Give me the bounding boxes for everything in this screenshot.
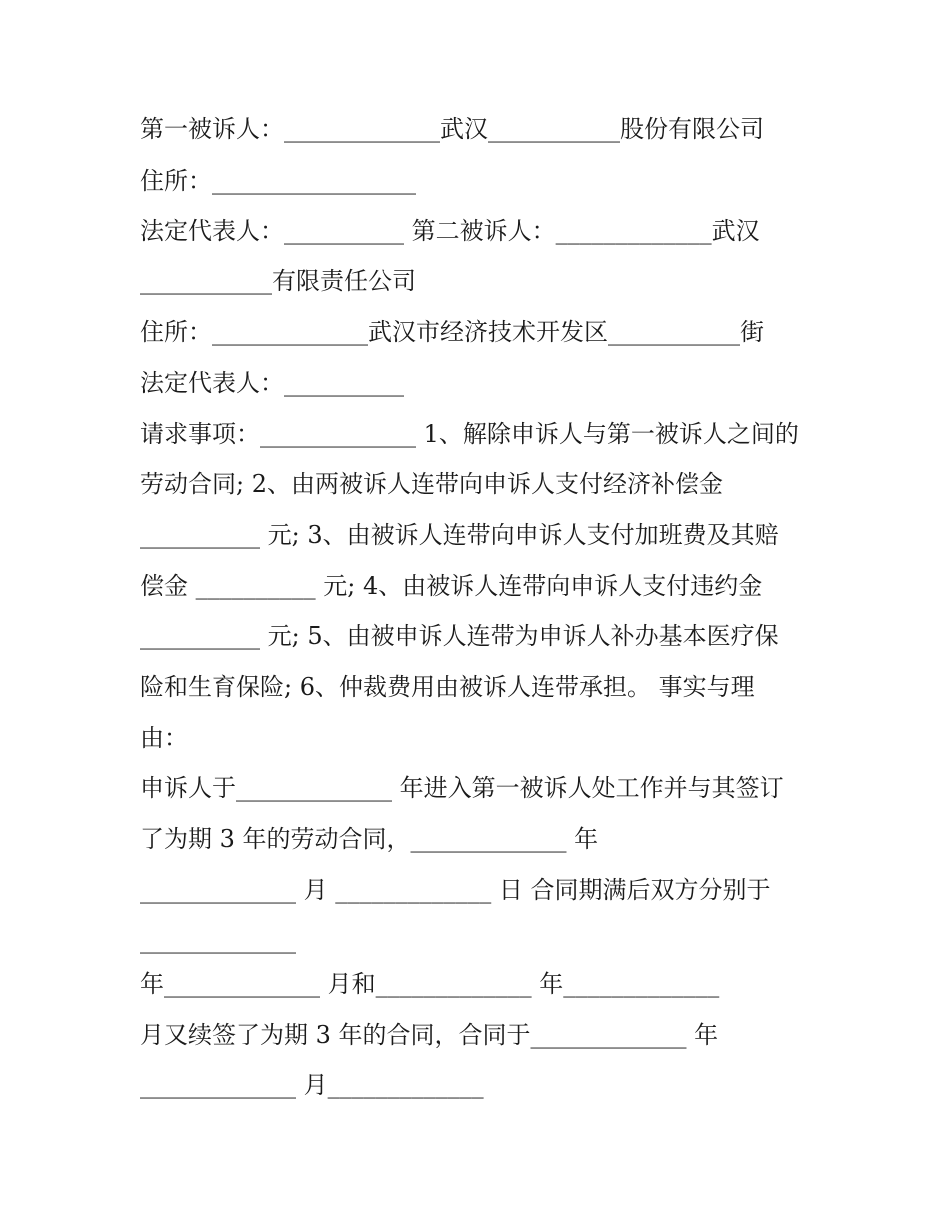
line-facts-1: 申诉人于_____________ 年进入第一被诉人处工作并与其签订 bbox=[140, 774, 784, 802]
line-claims-3: __________ 元; 3、由被诉人连带向申诉人支付加班费及其赔 bbox=[140, 521, 779, 549]
line-claims-1: 请求事项：_____________ 1、解除申诉人与第一被诉人之间的 bbox=[140, 420, 799, 448]
line-claims-5: __________ 元; 5、由被申诉人连带为申诉人补办基本医疗保 bbox=[140, 622, 779, 650]
line-claims-4: 偿金 __________ 元; 4、由被诉人连带向申诉人支付违约金 bbox=[140, 572, 763, 600]
line-claims-6: 险和生育保险; 6、仲裁费用由被诉人连带承担。 事实与理 bbox=[140, 673, 755, 701]
line-legal-rep-2: 法定代表人：__________ bbox=[140, 369, 404, 397]
line-facts-5: 年_____________ 月和_____________ 年_____________ bbox=[140, 970, 720, 998]
line-claims-2: 劳动合同; 2、由两被诉人连带向申诉人支付经济补偿金 bbox=[140, 470, 723, 498]
line-legal-rep-1: 法定代表人：__________ 第二被诉人：_____________武汉 bbox=[140, 217, 760, 245]
line-company-2: ___________有限责任公司 bbox=[140, 267, 416, 295]
line-address-1: 住所：_________________ bbox=[140, 167, 416, 195]
line-first-respondent: 第一被诉人：_____________武汉___________股份有限公司 bbox=[140, 115, 764, 143]
line-facts-3: _____________ 月 _____________ 日 合同期满后双方分别于 bbox=[140, 876, 771, 904]
line-facts-6: 月又续签了为期 3 年的合同，合同于_____________ 年 bbox=[140, 1021, 719, 1049]
line-facts-2: 了为期 3 年的劳动合同，_____________ 年 bbox=[140, 825, 599, 853]
line-reasons-heading: 由： bbox=[140, 724, 188, 752]
line-facts-4: _____________ bbox=[140, 926, 296, 954]
line-address-2: 住所：_____________武汉市经济技术开发区___________街 bbox=[140, 318, 764, 346]
line-facts-7: _____________ 月_____________ bbox=[140, 1071, 484, 1099]
